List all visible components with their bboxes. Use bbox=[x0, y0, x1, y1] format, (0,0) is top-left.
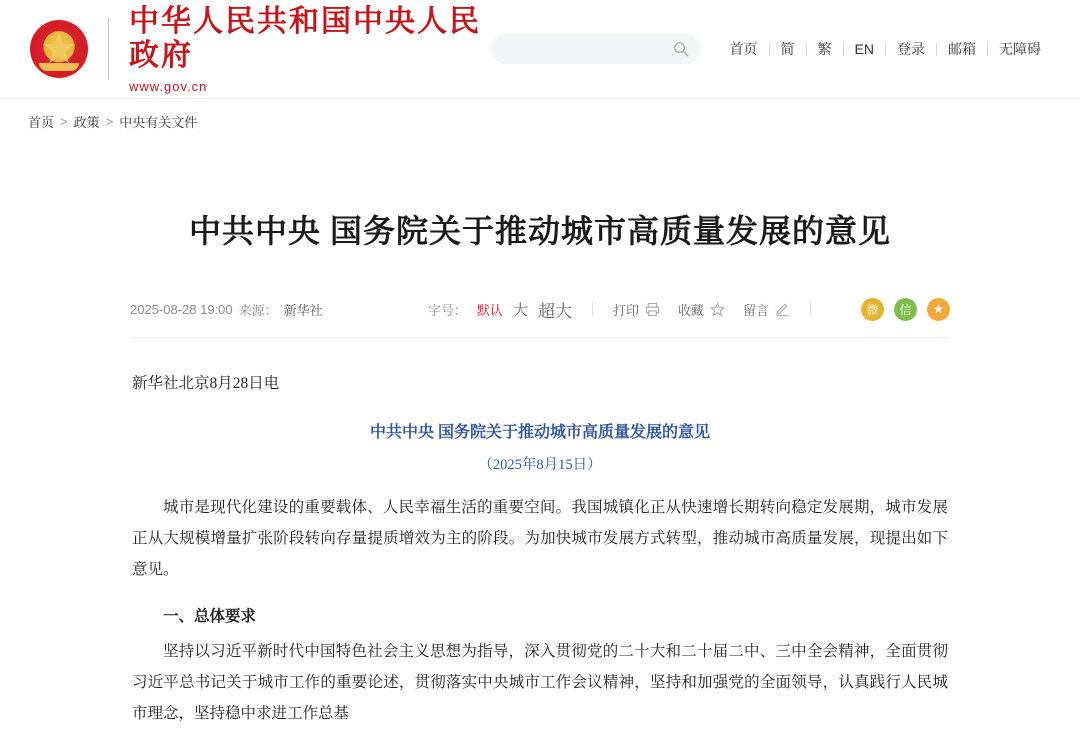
nav-link-simplified[interactable]: 简 bbox=[780, 41, 795, 57]
breadcrumb-item-home[interactable]: 首页 bbox=[28, 115, 55, 130]
comment-button[interactable] bbox=[743, 300, 790, 319]
breadcrumb-separator: > bbox=[60, 114, 68, 129]
fontsize-extra-large[interactable]: 超大 bbox=[537, 301, 572, 321]
nav-link-traditional[interactable]: 繁 bbox=[817, 41, 832, 57]
paragraph: 坚持以习近平新时代中国特色社会主义思想为指导，深入贯彻党的二十大和二十届二中、三中全会精神，全面贯彻习近平总书记关于城市工作的重要论述，贯彻落实中央城市工作会议精神，坚持和加强党的全面领导，认真践行人民城市理念，坚持稳中求进工作总基 bbox=[132, 643, 948, 723]
header-right bbox=[491, 34, 1052, 64]
source-value: 新华社 bbox=[283, 302, 323, 318]
nav-link-english[interactable]: EN bbox=[854, 41, 874, 57]
search-box[interactable] bbox=[491, 34, 701, 64]
search-input[interactable] bbox=[503, 41, 667, 58]
fontsize-label: 字号： bbox=[427, 302, 467, 318]
site-domain: www.gov.cn bbox=[129, 78, 208, 94]
article-meta-tools bbox=[428, 297, 831, 322]
document-title: 中共中央 国务院关于推动城市高质量发展的意见 bbox=[369, 424, 710, 442]
meta-divider bbox=[810, 301, 811, 317]
nav-link-accessibility[interactable]: 无障碍 bbox=[999, 41, 1041, 57]
search-icon[interactable] bbox=[673, 41, 689, 57]
breadcrumb-item-central-documents[interactable]: 中央有关文件 bbox=[119, 115, 198, 130]
publish-time: 2025-08-28 19:00 bbox=[130, 301, 233, 317]
site-title: 中华人民共和国中央人民政府 bbox=[129, 4, 481, 72]
source-label: 来源： bbox=[238, 302, 278, 318]
star-outline-icon bbox=[710, 302, 725, 317]
favorite-share-icon[interactable]: ★ bbox=[927, 298, 950, 321]
site-header bbox=[0, 0, 1080, 98]
article-meta-left bbox=[130, 300, 323, 319]
breadcrumb-item-policy[interactable]: 政策 bbox=[73, 115, 100, 130]
document-date: （2025年8月15日） bbox=[478, 457, 602, 474]
share-group bbox=[861, 298, 950, 321]
breadcrumb-separator: > bbox=[105, 114, 114, 129]
print-button[interactable] bbox=[613, 300, 660, 319]
meta-divider bbox=[592, 301, 593, 317]
article-meta-bar bbox=[130, 289, 950, 329]
nav-link-mail[interactable]: 邮箱 bbox=[948, 41, 976, 57]
site-brand[interactable] bbox=[108, 4, 491, 94]
favorite-button[interactable] bbox=[678, 300, 725, 319]
fontsize-default[interactable]: 默认 bbox=[476, 302, 503, 318]
wechat-share-icon[interactable]: 信 bbox=[894, 298, 917, 321]
header-nav bbox=[719, 41, 1052, 57]
breadcrumb bbox=[28, 112, 197, 131]
printer-icon bbox=[645, 302, 660, 317]
comment-label: 留言 bbox=[742, 302, 769, 318]
nav-link-home[interactable]: 首页 bbox=[729, 41, 758, 57]
national-emblem-icon bbox=[28, 18, 90, 80]
dateline: 新华社北京8月28日电 bbox=[132, 375, 280, 393]
weibo-share-icon[interactable]: 微 bbox=[861, 298, 884, 321]
paragraph: 城市是现代化建设的重要载体、人民幸福生活的重要空间。我国城镇化正从快速增长期转向稳定发展期，城市发展正从大规模增量扩张阶段转向存量提质增效为主的阶段。为加快城市发展方式转型，推动城市高质量发展，现提出如下意见。 bbox=[132, 499, 948, 579]
print-label: 打印 bbox=[612, 302, 639, 318]
breadcrumb-bar bbox=[0, 98, 1080, 144]
page-title: 中共中央 国务院关于推动城市高质量发展的意见 bbox=[188, 213, 891, 250]
favorite-label: 收藏 bbox=[677, 302, 704, 318]
article bbox=[130, 144, 950, 729]
fontsize-large[interactable]: 大 bbox=[512, 301, 528, 319]
article-body bbox=[130, 338, 950, 729]
pencil-icon bbox=[775, 302, 790, 317]
section-heading: 一、总体要求 bbox=[163, 608, 257, 626]
fontsize-group bbox=[428, 297, 572, 322]
nav-link-login[interactable]: 登录 bbox=[897, 41, 925, 57]
